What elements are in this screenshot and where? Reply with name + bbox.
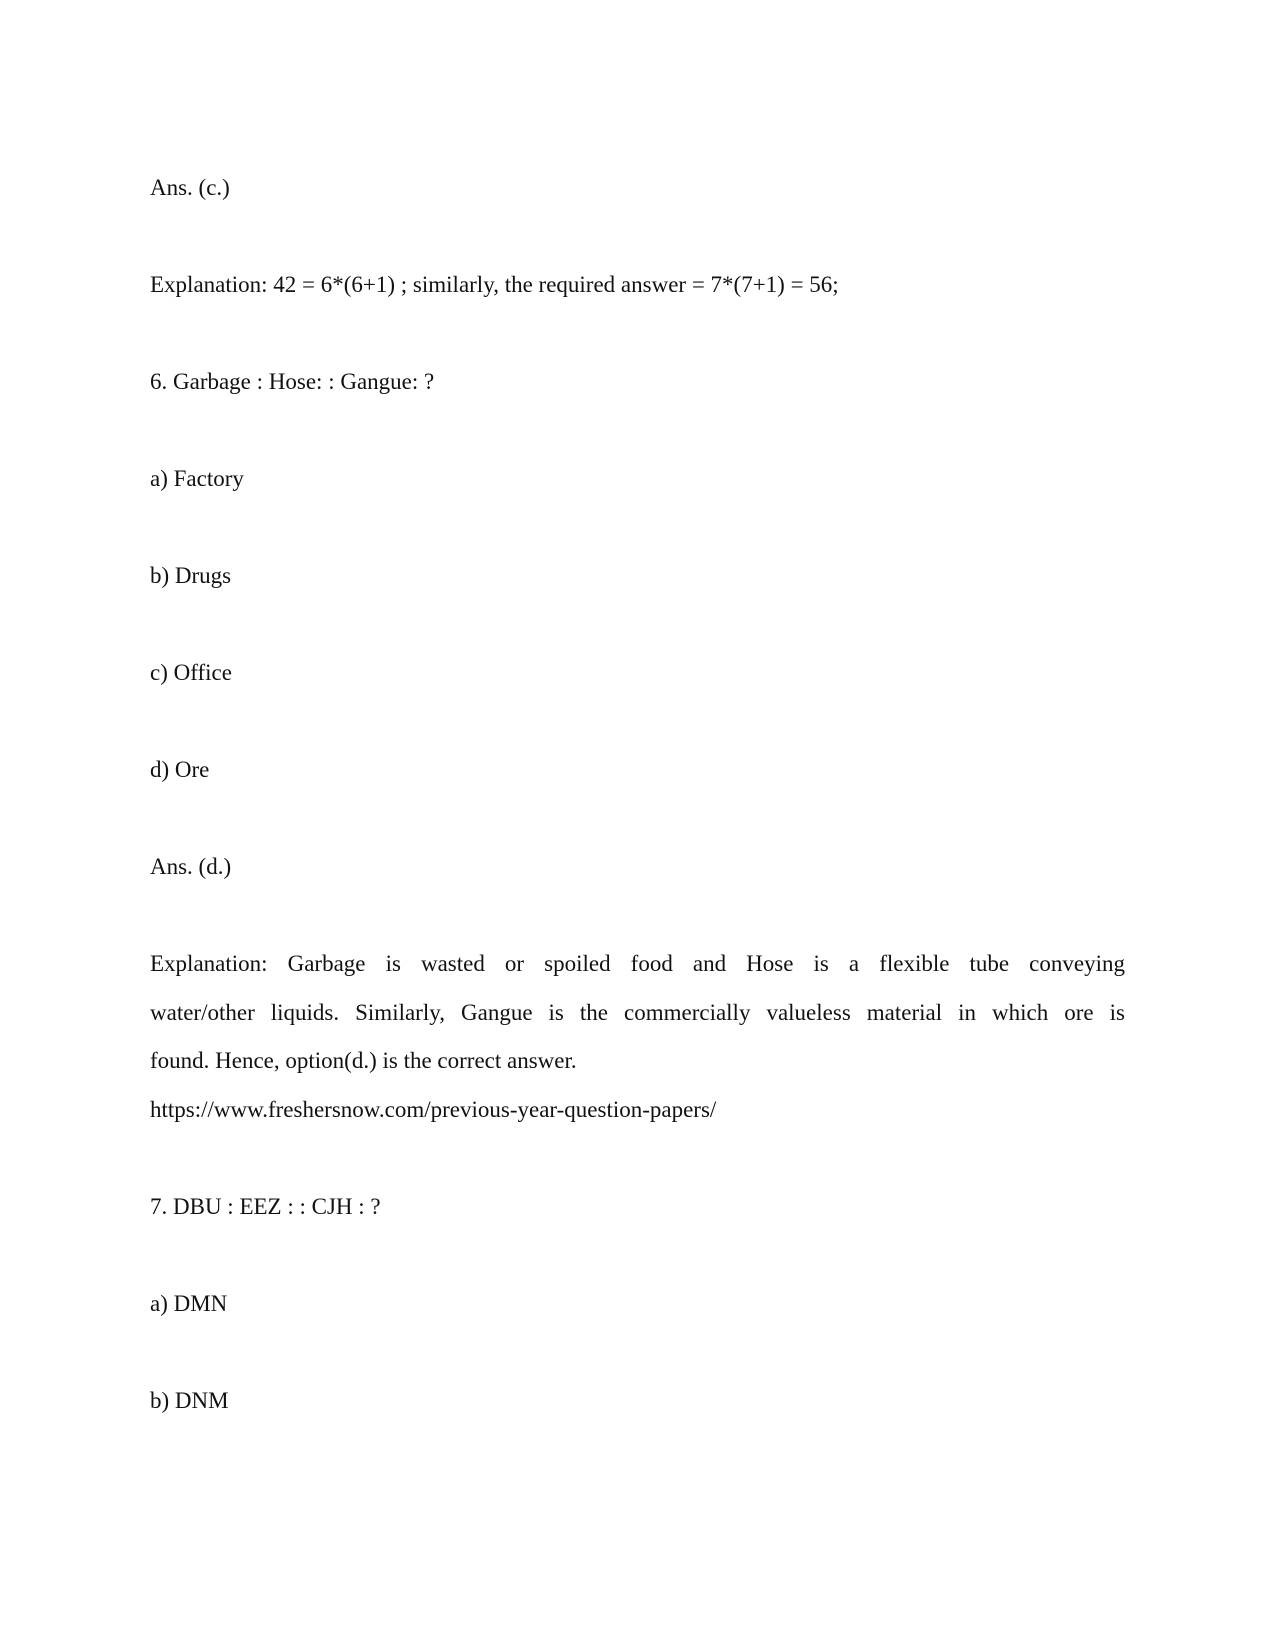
answer-6: Ans. (d.) <box>150 854 232 879</box>
explanation-6-line-2: water/other liquids. Similarly, Gangue is the commercially valueless material in which ore is <box>150 1000 1125 1025</box>
question-6: 6. Garbage : Hose: : Gangue: ? <box>150 369 435 394</box>
question-7: 7. DBU : EEZ : : CJH : ? <box>150 1194 381 1219</box>
option-d: d) Ore <box>150 757 210 782</box>
explanation-6-line-1: Explanation: Garbage is wasted or spoiled food and Hose is a flexible tube conveying <box>150 951 1125 976</box>
option-b: b) DNM <box>150 1388 229 1413</box>
option-b: b) Drugs <box>150 563 232 588</box>
explanation-5: Explanation: 42 = 6*(6+1) ; similarly, the required answer = 7*(7+1) = 56; <box>150 272 839 297</box>
answer-5: Ans. (c.) <box>150 175 230 200</box>
option-c: c) Office <box>150 660 232 685</box>
source-link[interactable]: https://www.freshersnow.com/previous-year-question-papers/ <box>150 1097 717 1122</box>
option-a: a) DMN <box>150 1291 228 1316</box>
option-a: a) Factory <box>150 466 244 491</box>
explanation-6-line-3: found. Hence, option(d.) is the correct answer. <box>150 1048 577 1073</box>
